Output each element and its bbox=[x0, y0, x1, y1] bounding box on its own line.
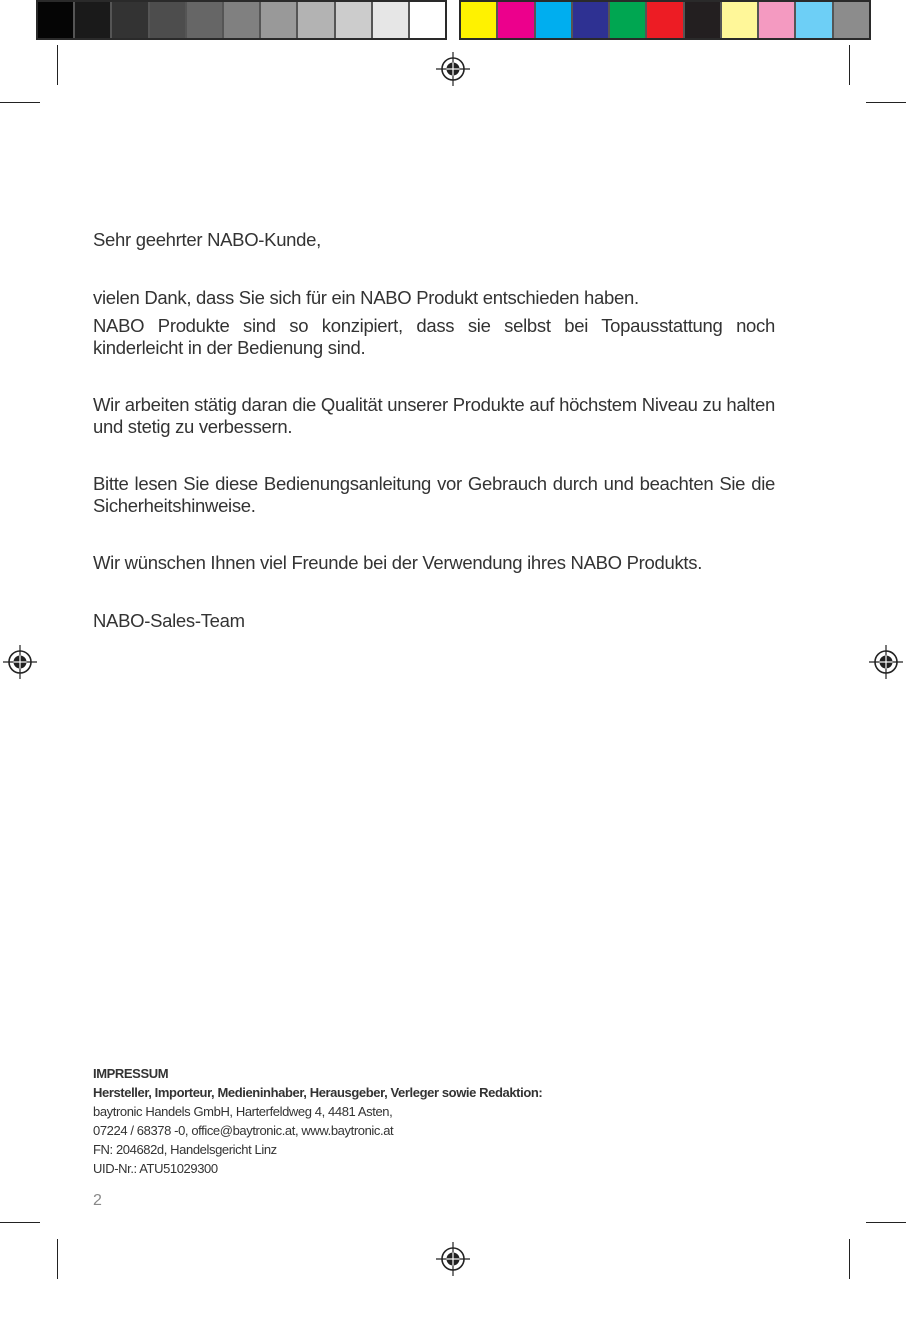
paragraph-concept: NABO Produkte sind so konzipiert, dass sie selbst bei Topausstattung noch kinderleicht in der Bedienung sind. bbox=[93, 315, 775, 358]
gray-swatch-7 bbox=[261, 2, 298, 38]
crop-mark-top-right-v bbox=[849, 45, 850, 85]
gray-swatch-11 bbox=[410, 2, 445, 38]
process-swatch-3 bbox=[536, 2, 573, 38]
impressum-register: FN: 204682d, Handelsgericht Linz bbox=[93, 1142, 277, 1157]
process-swatch-9 bbox=[759, 2, 796, 38]
process-swatch-10 bbox=[796, 2, 833, 38]
gray-swatch-6 bbox=[224, 2, 261, 38]
grayscale-color-bar bbox=[36, 0, 447, 40]
impressum-title: IMPRESSUM bbox=[93, 1066, 169, 1081]
crop-mark-bottom-right-h bbox=[866, 1222, 906, 1223]
signature: NABO-Sales-Team bbox=[93, 610, 245, 631]
crop-mark-top-left-h bbox=[0, 102, 40, 103]
page-number: 2 bbox=[93, 1192, 102, 1209]
process-swatch-8 bbox=[722, 2, 759, 38]
crop-mark-bottom-left-v bbox=[57, 1239, 58, 1279]
gray-swatch-5 bbox=[187, 2, 224, 38]
crop-mark-top-right-h bbox=[866, 102, 906, 103]
paragraph-thanks: vielen Dank, dass Sie sich für ein NABO Produkt entschieden haben. bbox=[93, 287, 639, 308]
registration-mark-bottom-icon bbox=[436, 1242, 470, 1276]
process-swatch-2 bbox=[498, 2, 535, 38]
process-swatch-1 bbox=[461, 2, 498, 38]
gray-swatch-10 bbox=[373, 2, 410, 38]
process-swatch-5 bbox=[610, 2, 647, 38]
paragraph-quality: Wir arbeiten stätig daran die Qualität unserer Produkte auf höchstem Niveau zu halten und stetig zu verbessern. bbox=[93, 394, 775, 437]
impressum-subtitle: Hersteller, Importeur, Medieninhaber, Herausgeber, Verleger sowie Redaktion: bbox=[93, 1085, 543, 1100]
gray-swatch-8 bbox=[298, 2, 335, 38]
registration-mark-top-icon bbox=[436, 52, 470, 86]
crop-mark-bottom-left-h bbox=[0, 1222, 40, 1223]
registration-mark-right-icon bbox=[869, 645, 903, 679]
gray-swatch-4 bbox=[150, 2, 187, 38]
process-swatch-6 bbox=[647, 2, 684, 38]
impressum-contact: 07224 / 68378 -0, office@baytronic.at, www.baytronic.at bbox=[93, 1123, 394, 1138]
gray-swatch-1 bbox=[38, 2, 75, 38]
process-swatch-4 bbox=[573, 2, 610, 38]
impressum-address: baytronic Handels GmbH, Harterfeldweg 4, 4481 Asten, bbox=[93, 1104, 393, 1119]
impressum bbox=[93, 1064, 653, 1178]
registration-mark-left-icon bbox=[3, 645, 37, 679]
gray-swatch-9 bbox=[336, 2, 373, 38]
crop-mark-top-left-v bbox=[57, 45, 58, 85]
gray-swatch-3 bbox=[112, 2, 149, 38]
paragraph-wishes: Wir wünschen Ihnen viel Freunde bei der Verwendung ihres NABO Produkts. bbox=[93, 552, 703, 573]
impressum-uid: UID-Nr.: ATU51029300 bbox=[93, 1161, 218, 1176]
gray-swatch-2 bbox=[75, 2, 112, 38]
paragraph-read-manual: Bitte lesen Sie diese Bedienungsanleitung vor Gebrauch durch und beachten Sie die Sicherheitshinweise. bbox=[93, 473, 775, 516]
process-color-bar bbox=[459, 0, 871, 40]
process-swatch-7 bbox=[685, 2, 722, 38]
process-swatch-11 bbox=[834, 2, 869, 38]
crop-mark-bottom-right-v bbox=[849, 1239, 850, 1279]
salutation: Sehr geehrter NABO-Kunde, bbox=[93, 229, 321, 250]
